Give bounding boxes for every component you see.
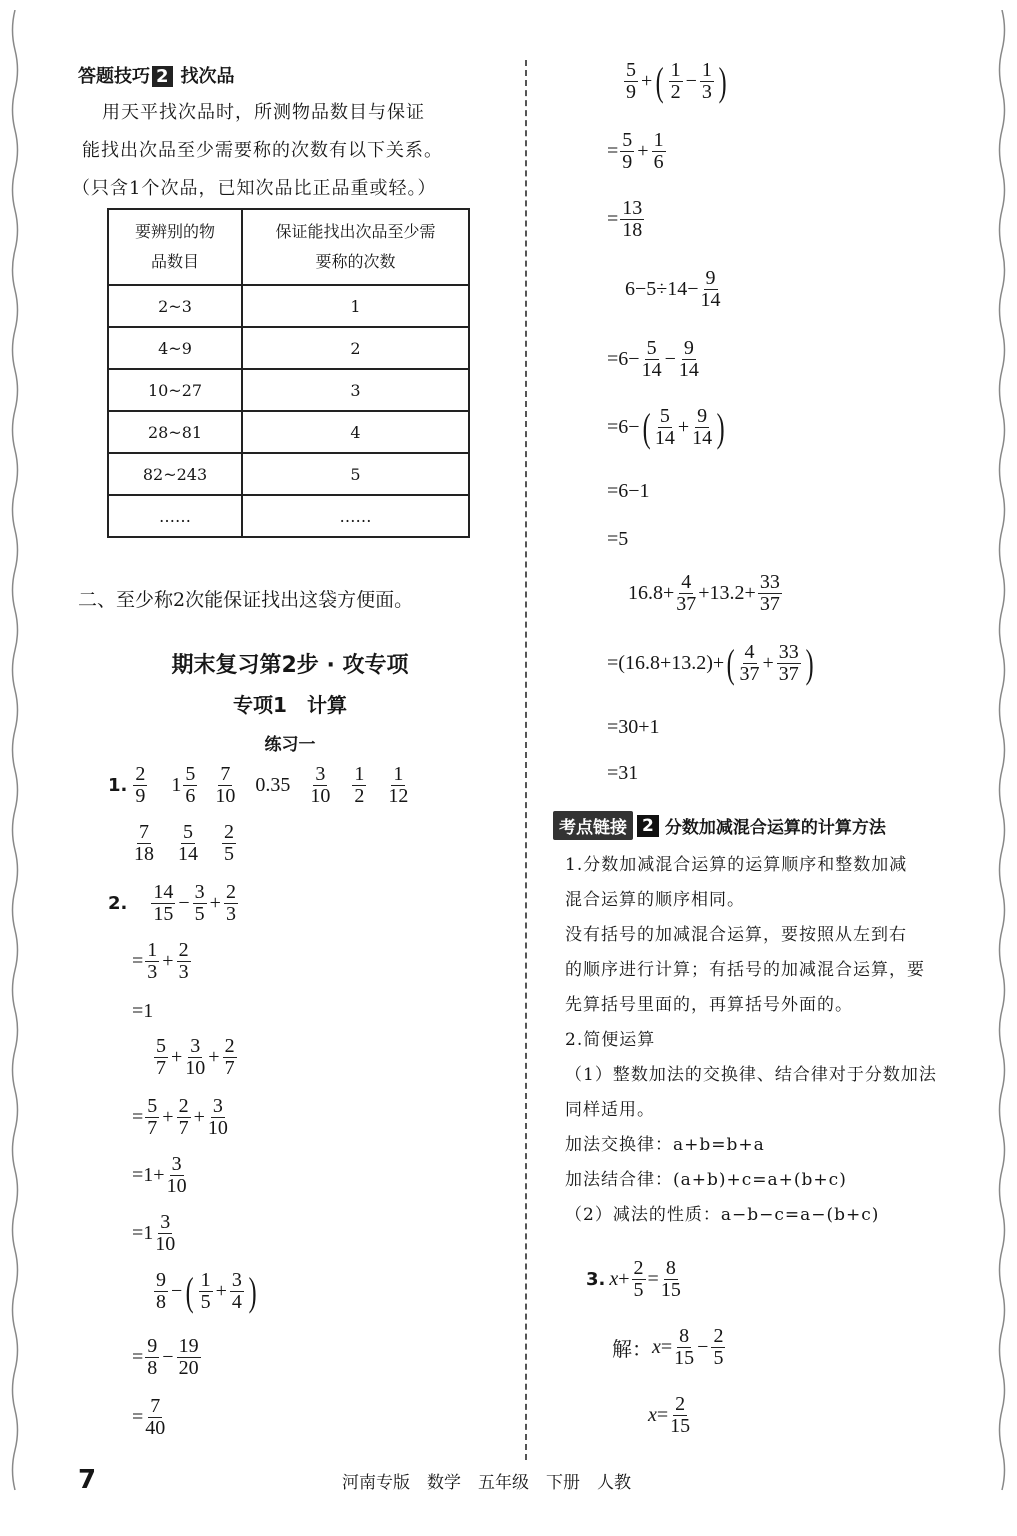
- weighing-table: [107, 208, 470, 538]
- tip-title: 找次品: [180, 66, 235, 87]
- tip-header: [78, 62, 235, 88]
- table-cell: 5: [242, 453, 469, 495]
- q2-step: =30+1: [607, 716, 660, 738]
- q2-step: =31: [607, 762, 639, 784]
- table-header-row: [108, 209, 469, 285]
- rule-line: 的顺序进行计算；有括号的加减混合运算，要: [565, 960, 925, 980]
- footer-info: 河南专版 数学 五年级 下册 人教: [342, 1473, 631, 1493]
- table-cell: 1: [242, 285, 469, 327]
- rule-line: 没有括号的加减混合运算，要按照从左到右: [565, 925, 907, 945]
- q3-solution-step: x = 2 15: [648, 1393, 691, 1437]
- table-cell: 2~3: [108, 285, 242, 327]
- q2-expr-3: 9 8 − ( 1 5 + $\frac{3}{4}$ ): [156, 1268, 257, 1314]
- tip-number: 2: [152, 66, 173, 87]
- table-cell: 10~27: [108, 369, 242, 411]
- tip-paragraph-line-3: （只含1个次品，已知次品比正品重或轻。）: [72, 178, 437, 199]
- q3-number: 3.: [586, 1269, 606, 1290]
- table-row: [108, 327, 469, 369]
- rule-line: 加法交换律：a+b=b+a: [565, 1135, 765, 1155]
- q2-expr-2: 5 7 + $\frac{3}{10}$ + $\frac{2}{7}$: [156, 1035, 235, 1079]
- key-point-number: 2: [637, 815, 659, 837]
- answer-2: 二、至少称2次能保证找出这袋方便面。: [78, 589, 414, 611]
- table-header-cell: 要辨别的物 品数目: [108, 209, 242, 285]
- q1-answers-row-1: [108, 764, 410, 807]
- tip-paragraph-line-2: 能找出次品至少需要称的次数有以下关系。: [82, 140, 443, 161]
- right-decorative-border: [995, 10, 1009, 1510]
- table-cell: 28~81: [108, 411, 242, 453]
- q2-step: = 13 18: [607, 197, 643, 241]
- q2-step: =1: [132, 1000, 154, 1022]
- table-row: [108, 453, 469, 495]
- rule-line: 先算括号里面的，再算括号外面的。: [565, 995, 853, 1015]
- rule-line: （2）减法的性质：a−b−c=a−(b+c): [565, 1205, 880, 1225]
- q2-step: = 7 40: [132, 1395, 166, 1439]
- page-number: 7: [78, 1465, 97, 1495]
- table-row: [108, 369, 469, 411]
- tip-label: 答题技巧: [78, 66, 150, 87]
- q2-expr-5: 6−5÷14− 9 14: [625, 267, 721, 311]
- q2-step: = 5 7 + $\frac{2}{7}$ + $\frac{3}{10}$: [132, 1095, 228, 1139]
- q2-number: 2.: [108, 893, 128, 914]
- rule-line: 加法结合律：(a+b)+c=a+(b+c): [565, 1170, 847, 1190]
- column-divider: [525, 60, 527, 1460]
- q2-step: =1+ 3 10: [132, 1153, 187, 1197]
- q2-step: = 9 8 − $\frac{19}{20}$: [132, 1335, 199, 1379]
- fraction: 7 18: [134, 821, 154, 865]
- rule-line: 混合运算的顺序相同。: [565, 890, 745, 910]
- q2-step: =6− 5 14 − $\frac{9}{14}$: [607, 337, 699, 381]
- fraction: 7 10: [215, 763, 236, 807]
- q3-equation: 3. x + 2 5 = 8 15: [586, 1257, 681, 1301]
- table-cell: ……: [108, 495, 242, 537]
- rule-line: 同样适用。: [565, 1100, 655, 1120]
- left-decorative-border: [8, 10, 22, 1510]
- q1-answers-row-2: [132, 822, 238, 865]
- key-point-tag: 考点链接: [553, 811, 633, 840]
- fraction: 2 5: [224, 821, 234, 865]
- table-row: [108, 285, 469, 327]
- mixed-number: 1 5 6: [171, 763, 196, 807]
- q2-step: = 5 9 + $\frac{1}{6}$: [607, 129, 664, 173]
- fraction: 2 9: [135, 763, 146, 807]
- table-row: [108, 495, 469, 537]
- q2-expr-6: 16.8+ 4 37 +13.2+ 33 37: [628, 571, 780, 615]
- q2-step: =(16.8+13.2)+ ( 4 37 + $\frac{33}{37}$ ): [607, 640, 814, 686]
- table-cell: 2: [242, 327, 469, 369]
- q2-step: =6−1: [607, 480, 650, 502]
- fraction: 1 12: [388, 763, 409, 807]
- fraction: 5 14: [178, 821, 198, 865]
- q2-step: = 1 3 + $\frac{2}{3}$: [132, 939, 189, 983]
- table-cell: 82~243: [108, 453, 242, 495]
- q1-number: 1.: [108, 775, 128, 796]
- table-cell: 3: [242, 369, 469, 411]
- table-cell: 4: [242, 411, 469, 453]
- key-point-header: [553, 811, 886, 840]
- q2-step: =6− ( 5 14 + $\frac{9}{14}$ ): [607, 404, 725, 450]
- section-title: 期末复习第2步 · 攻专项: [171, 653, 409, 678]
- decimal-value: 0.35: [255, 774, 291, 796]
- table-header-cell: 保证能找出次品至少需 要称的次数: [242, 209, 469, 285]
- rule-line: （1）整数加法的交换律、结合律对于分数加法: [565, 1065, 937, 1085]
- subsection-title: 专项1 计算: [233, 693, 347, 717]
- rule-line: 2.简便运算: [565, 1030, 656, 1050]
- q2-step: =1 3 10: [132, 1211, 176, 1255]
- q2-expr-4: 5 9 + ( 1 2 − $\frac{1}{3}$ ): [626, 58, 727, 104]
- q2-expr-1: 2. 14 15 − $\frac{3}{5}$ + $\frac{2}{3}$: [108, 881, 236, 925]
- tip-paragraph-line-1: 用天平找次品时，所测物品数目与保证: [102, 102, 425, 123]
- q3-solution-step: 解： x = 8 15 − $\frac{2}{5}$: [612, 1325, 724, 1369]
- solve-label: 解：: [612, 1339, 652, 1361]
- fraction: 3 10: [310, 763, 331, 807]
- table-cell: 4~9: [108, 327, 242, 369]
- key-point-title: 分数加减混合运算的计算方法: [664, 818, 886, 838]
- rule-line: 1.分数加减混合运算的运算顺序和整数加减: [565, 855, 908, 875]
- table-cell: ……: [242, 495, 469, 537]
- practice-title: 练习一: [264, 735, 316, 755]
- fraction: 1 2: [354, 763, 365, 807]
- q2-step: =5: [607, 528, 629, 550]
- table-row: [108, 411, 469, 453]
